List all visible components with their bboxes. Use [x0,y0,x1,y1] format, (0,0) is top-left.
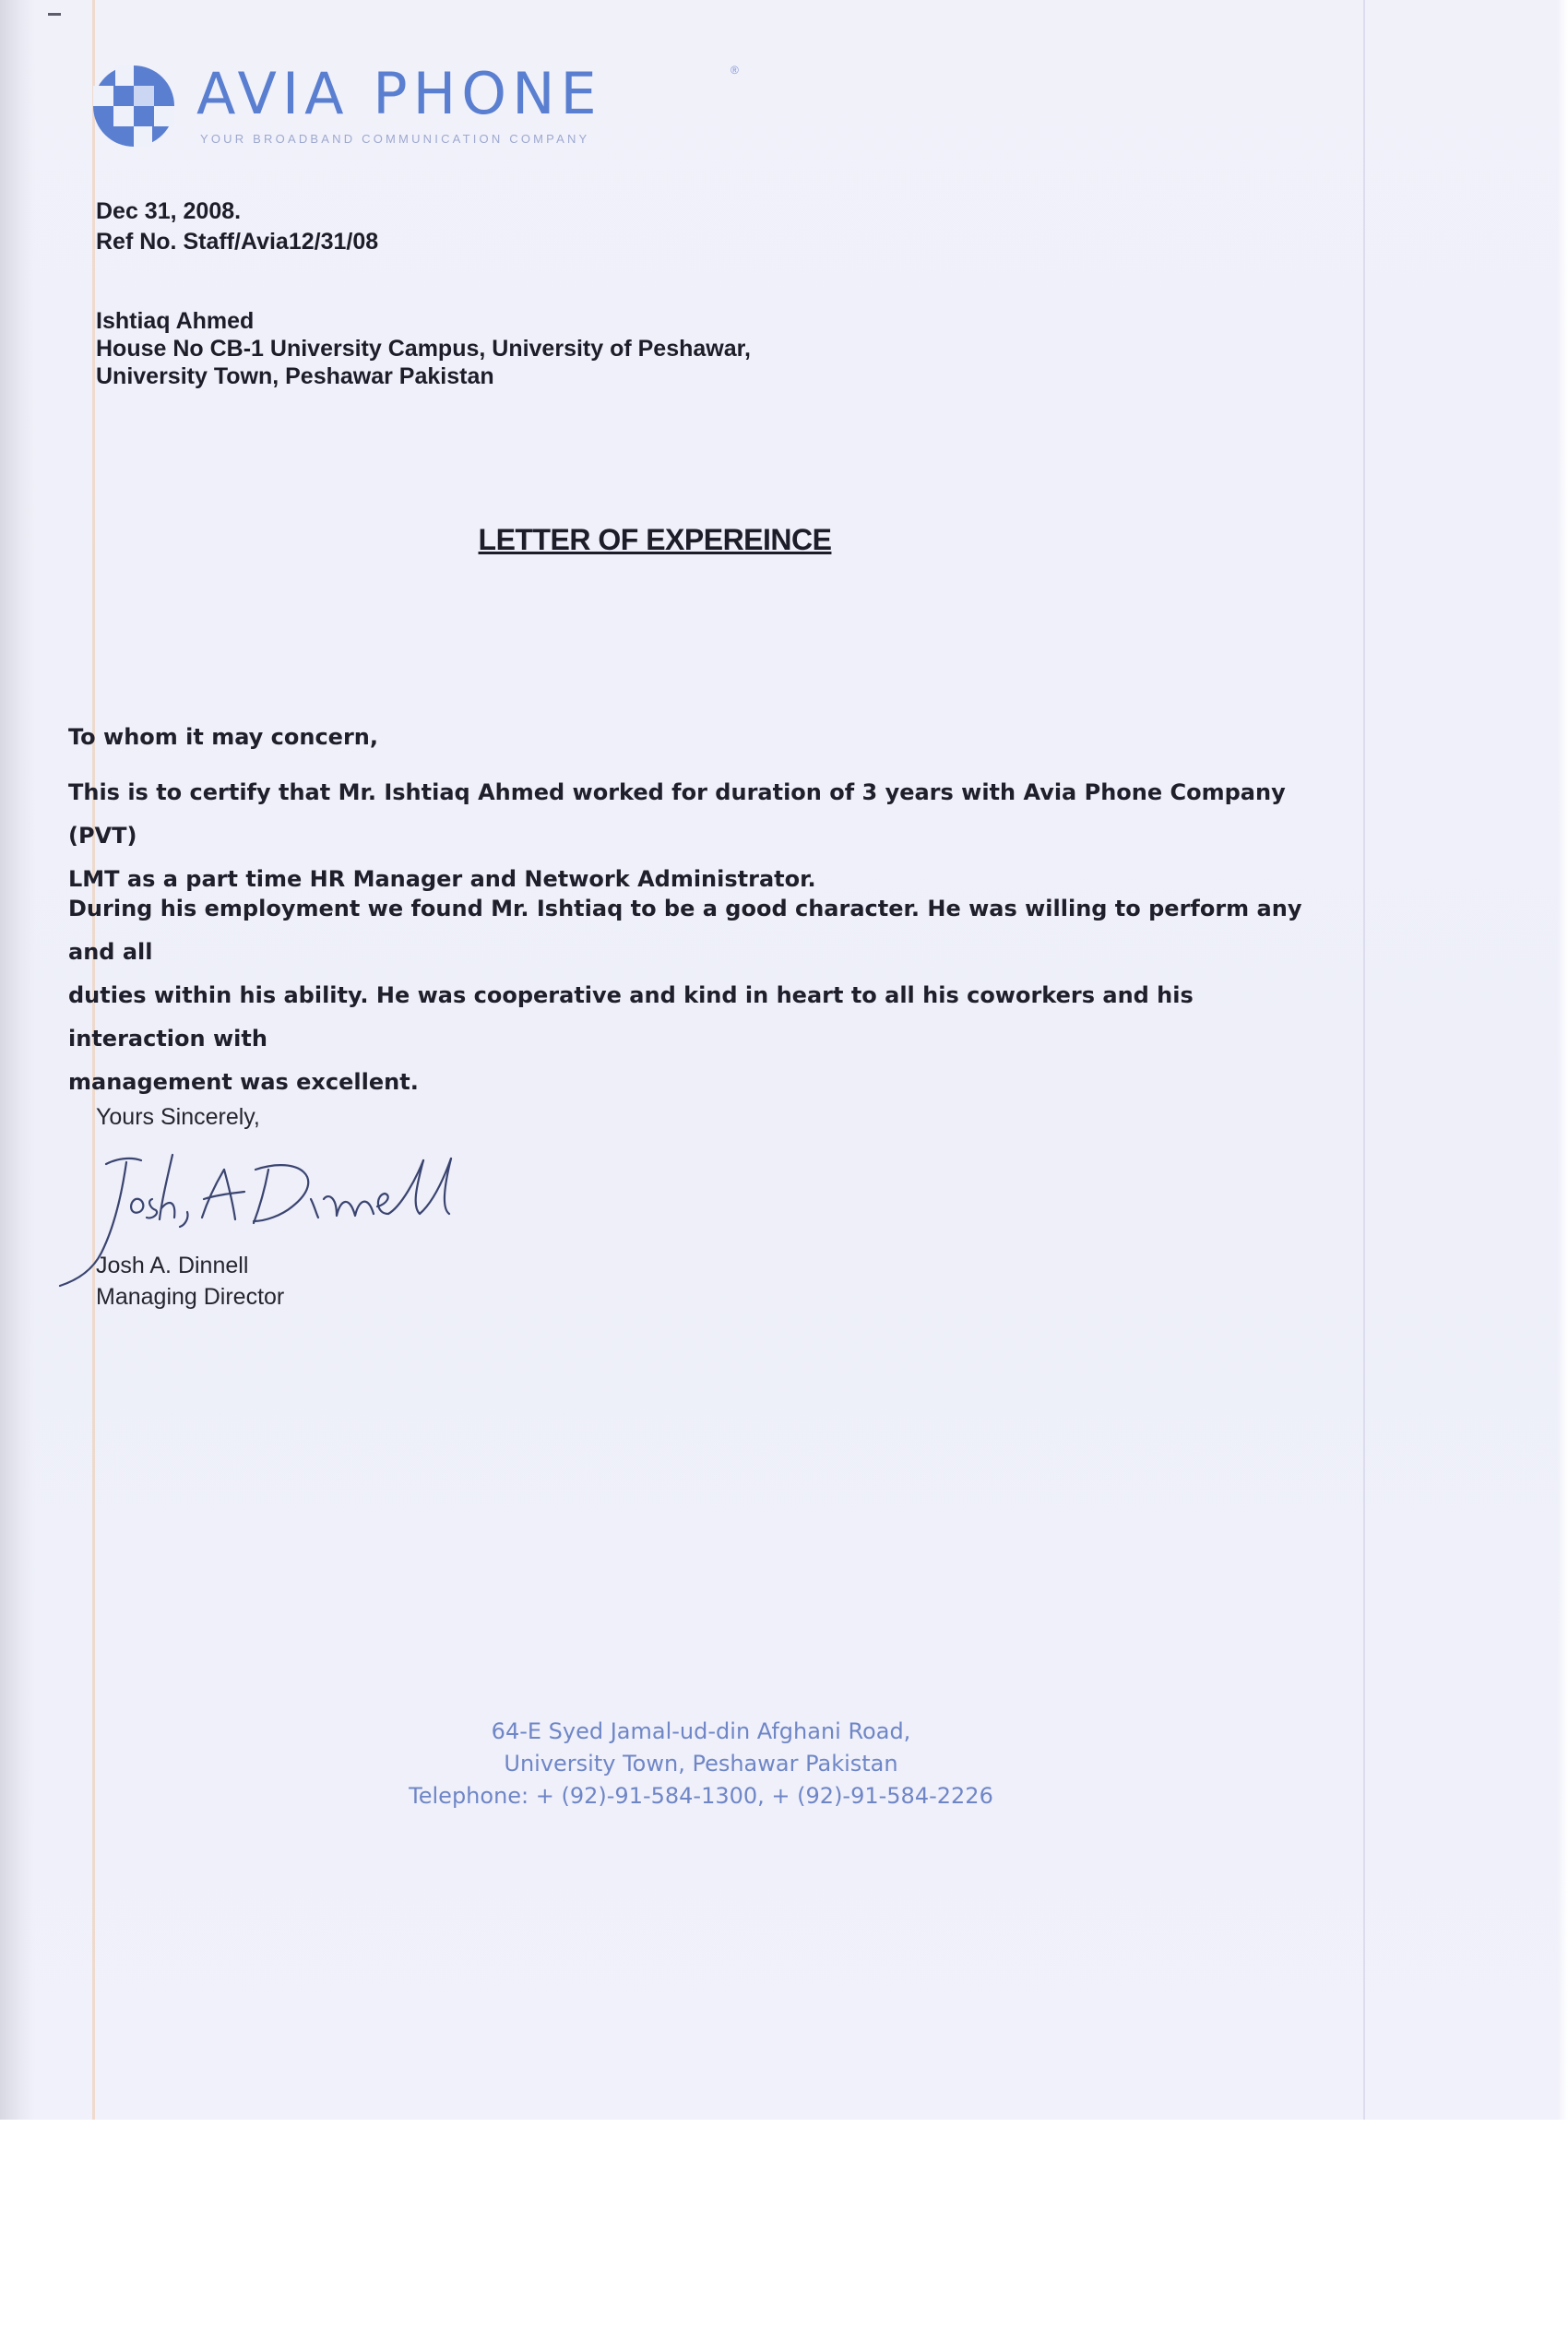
company-logo-icon [88,60,180,152]
signer-title: Managing Director [96,1284,285,1310]
letter-title: LETTER OF EXPEREINCE [478,523,832,556]
company-tagline: YOUR BROADBAND COMMUNICATION COMPANY [200,132,590,146]
recipient-address-line: House No CB-1 University Campus, University of Peshawar, [96,336,751,362]
reference-number: Ref No. Staff/Avia12/31/08 [96,229,379,255]
body-line: duties within his ability. He was cooperative and kind in heart to all his coworkers and his interaction with [68,982,1194,1052]
sign-off: Yours Sincerely, [96,1104,260,1130]
body-line: management was excellent. [68,1069,419,1095]
signer-name: Josh A. Dinnell [96,1253,249,1278]
company-name: AVIA PHONE [196,60,602,127]
body-line: During his employment we found Mr. Ishtiaq to be a good character. He was willing to perform any and all [68,896,1302,965]
footer-address-line: 64-E Syed Jamal-ud-din Afghani Road, [491,1718,911,1744]
body-paragraph [68,887,1323,1104]
company-footer [0,1716,1402,1812]
registered-mark: ® [731,64,739,77]
company-letterhead [88,60,752,152]
recipient-address [96,307,751,390]
body-paragraph [68,771,1323,901]
signer-block [96,1250,284,1313]
scan-mark [48,13,61,21]
letter-date: Dec 31, 2008. [96,198,242,224]
salutation: To whom it may concern, [68,724,378,750]
scan-edge [1557,0,1568,2120]
body-line: LMT as a part time HR Manager and Network Administrator. [68,866,816,892]
letter-meta [96,196,378,257]
footer-address-line: University Town, Peshawar Pakistan [504,1751,898,1777]
footer-telephone: Telephone: + (92)-91-584-1300, + (92)-91-584-2226 [409,1783,993,1809]
body-line: This is to certify that Mr. Ishtiaq Ahmed worked for duration of 3 years with Avia Phone Company (PVT) [68,779,1286,849]
recipient-name: Ishtiaq Ahmed [96,308,255,334]
recipient-address-line: University Town, Peshawar Pakistan [96,363,494,389]
